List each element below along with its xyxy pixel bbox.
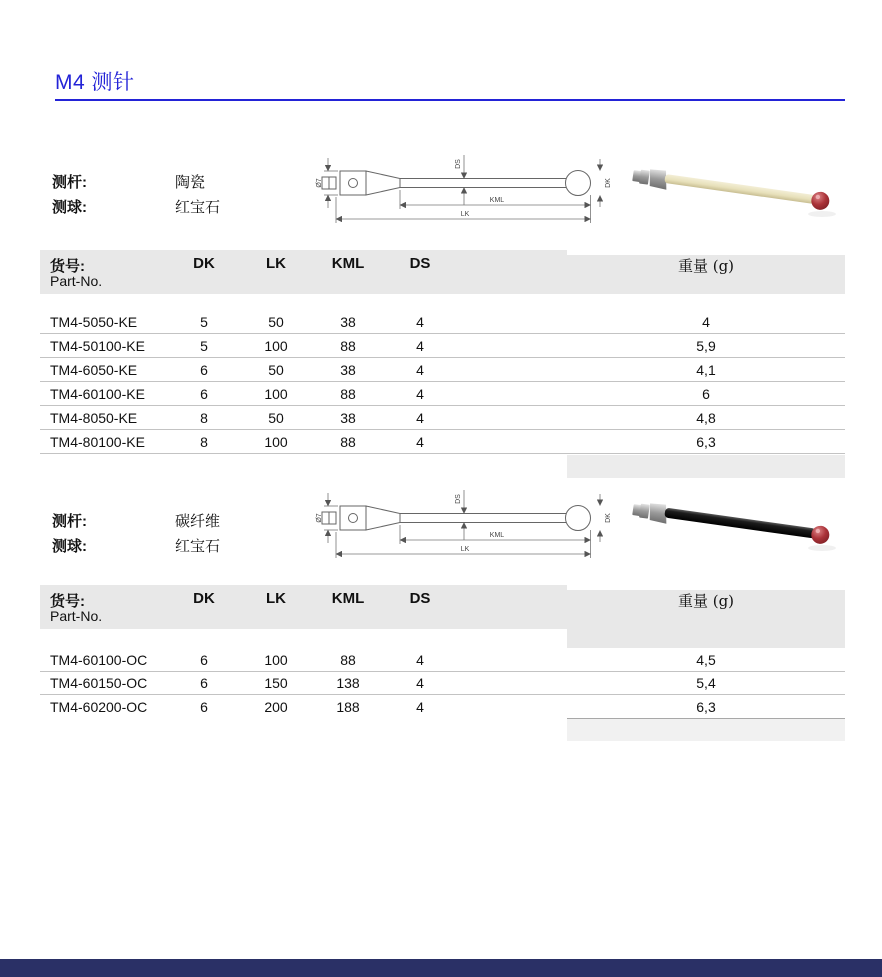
table-row xyxy=(40,310,845,334)
table2-rows xyxy=(40,649,845,718)
lk-value: 200 xyxy=(264,698,288,715)
col-header-weight: 重量 (g) xyxy=(677,257,735,275)
kml-value: 38 xyxy=(340,361,356,378)
ds-value: 4 xyxy=(416,313,424,330)
ball-spec-row xyxy=(52,534,220,559)
ruby-ball xyxy=(810,191,830,211)
col-header-ds: DS xyxy=(409,255,431,272)
lk-value: 50 xyxy=(268,361,284,378)
ds-value: 4 xyxy=(416,385,424,402)
kml-value: 88 xyxy=(340,337,356,354)
table1-header xyxy=(40,250,845,294)
ball-label: 测球: xyxy=(52,199,87,216)
table2-header xyxy=(40,585,845,629)
weight-value: 4 xyxy=(702,313,710,330)
footer-bar xyxy=(0,959,882,977)
col-header-part-sub: Part-No. xyxy=(50,273,103,289)
part-no: TM4-6050-KE xyxy=(50,361,138,378)
table1-weight-footer-strip xyxy=(567,455,845,478)
dk-value: 6 xyxy=(200,675,208,691)
part-no: TM4-50100-KE xyxy=(50,337,145,354)
kml-value: 38 xyxy=(340,409,356,426)
stylus-dimension-diagram xyxy=(312,145,612,233)
photo-shadow xyxy=(808,211,836,217)
ds-value: 4 xyxy=(416,337,424,354)
kml-value: 38 xyxy=(340,313,356,330)
col-header-lk: LK xyxy=(266,255,286,272)
shaft-label: 测杆: xyxy=(52,174,87,191)
dim-label-kml: KML xyxy=(489,197,505,204)
lk-value: 100 xyxy=(264,337,288,354)
dk-value: 8 xyxy=(200,433,208,450)
col-header-kml: KML xyxy=(331,255,365,272)
weight-value: 4,1 xyxy=(696,361,716,378)
table-row xyxy=(40,672,845,695)
table-row xyxy=(40,334,845,358)
kml-value: 88 xyxy=(340,652,356,668)
kml-value: 188 xyxy=(336,698,360,715)
part-no: TM4-60100-OC xyxy=(50,652,148,668)
ds-value: 4 xyxy=(416,361,424,378)
shaft-label: 测杆: xyxy=(52,513,87,530)
kml-value: 88 xyxy=(340,385,356,402)
col-header-dk: DK xyxy=(193,590,215,607)
stylus-photo-carbon-fiber xyxy=(626,490,846,564)
table-row xyxy=(40,695,845,718)
weight-value: 6 xyxy=(702,385,710,402)
weight-value: 6,3 xyxy=(696,698,716,715)
dk-value: 6 xyxy=(200,361,208,378)
dk-value: 6 xyxy=(200,698,208,715)
col-header-ds: DS xyxy=(409,590,431,607)
table-row xyxy=(40,358,845,382)
dim-label-kml: KML xyxy=(489,532,505,539)
page-title: M4 测针 xyxy=(55,71,135,94)
weight-value: 5,4 xyxy=(696,675,716,691)
lk-value: 100 xyxy=(264,385,288,402)
section1-spec-labels xyxy=(52,170,220,220)
shaft-spec-row xyxy=(52,170,220,195)
lk-value: 100 xyxy=(264,433,288,450)
dk-value: 5 xyxy=(200,313,208,330)
dim-label-ds: DS xyxy=(455,159,462,169)
dk-value: 6 xyxy=(200,652,208,668)
col-header-part-sub: Part-No. xyxy=(50,608,103,624)
ball-value: 红宝石 xyxy=(175,198,221,216)
table2-weight-footer-strip xyxy=(567,718,845,741)
carbon-fiber-shaft xyxy=(664,508,816,539)
table-row xyxy=(40,430,845,454)
shaft-spec-row xyxy=(52,509,220,534)
title-rule xyxy=(55,99,845,101)
part-no: TM4-80100-KE xyxy=(50,433,145,450)
col-header-kml: KML xyxy=(331,590,365,607)
dim-label-lk: LK xyxy=(460,211,470,218)
kml-value: 88 xyxy=(340,433,356,450)
photo-shadow xyxy=(808,545,836,551)
dim-label-lk: LK xyxy=(460,546,470,553)
col-header-lk: LK xyxy=(266,590,286,607)
dim-label-d7: Ø7 xyxy=(316,178,323,188)
shaft-value: 碳纤维 xyxy=(175,512,221,530)
weight-value: 6,3 xyxy=(696,433,716,450)
col-header-part: 货号: xyxy=(50,593,85,610)
table-row xyxy=(40,406,845,430)
ds-value: 4 xyxy=(416,409,424,426)
part-no: TM4-8050-KE xyxy=(50,409,138,426)
dim-label-dk: DK xyxy=(605,513,612,523)
col-header-dk: DK xyxy=(193,255,215,272)
ds-value: 4 xyxy=(416,675,424,691)
dk-value: 8 xyxy=(200,409,208,426)
lk-value: 150 xyxy=(264,675,288,691)
dk-value: 5 xyxy=(200,337,208,354)
part-no: TM4-60150-OC xyxy=(50,675,148,691)
col-header-weight: 重量 (g) xyxy=(677,592,735,610)
dk-value: 6 xyxy=(200,385,208,402)
section2-spec-labels xyxy=(52,509,220,559)
ceramic-shaft xyxy=(664,174,816,204)
ball-value: 红宝石 xyxy=(175,537,221,555)
part-no: TM4-5050-KE xyxy=(50,313,138,330)
part-no: TM4-60100-KE xyxy=(50,385,145,402)
ruby-ball xyxy=(810,525,830,545)
stylus-photo-ceramic xyxy=(626,156,846,230)
ds-value: 4 xyxy=(416,433,424,450)
weight-value: 4,8 xyxy=(696,409,716,426)
dim-label-dk: DK xyxy=(605,178,612,188)
ds-value: 4 xyxy=(416,698,424,715)
stylus-dimension-diagram xyxy=(312,480,612,568)
table-row xyxy=(40,382,845,406)
table1-rows xyxy=(40,310,845,454)
dim-label-ds: DS xyxy=(455,494,462,504)
ball-label: 测球: xyxy=(52,538,87,555)
table-row xyxy=(40,649,845,672)
lk-value: 100 xyxy=(264,652,288,668)
dim-label-d7: Ø7 xyxy=(316,513,323,523)
part-no: TM4-60200-OC xyxy=(50,698,148,715)
kml-value: 138 xyxy=(336,675,360,691)
ball-spec-row xyxy=(52,195,220,220)
lk-value: 50 xyxy=(268,409,284,426)
lk-value: 50 xyxy=(268,313,284,330)
weight-value: 4,5 xyxy=(696,652,716,668)
shaft-value: 陶瓷 xyxy=(175,173,206,191)
weight-value: 5,9 xyxy=(696,337,716,354)
col-header-part: 货号: xyxy=(50,258,85,275)
ds-value: 4 xyxy=(416,652,424,668)
